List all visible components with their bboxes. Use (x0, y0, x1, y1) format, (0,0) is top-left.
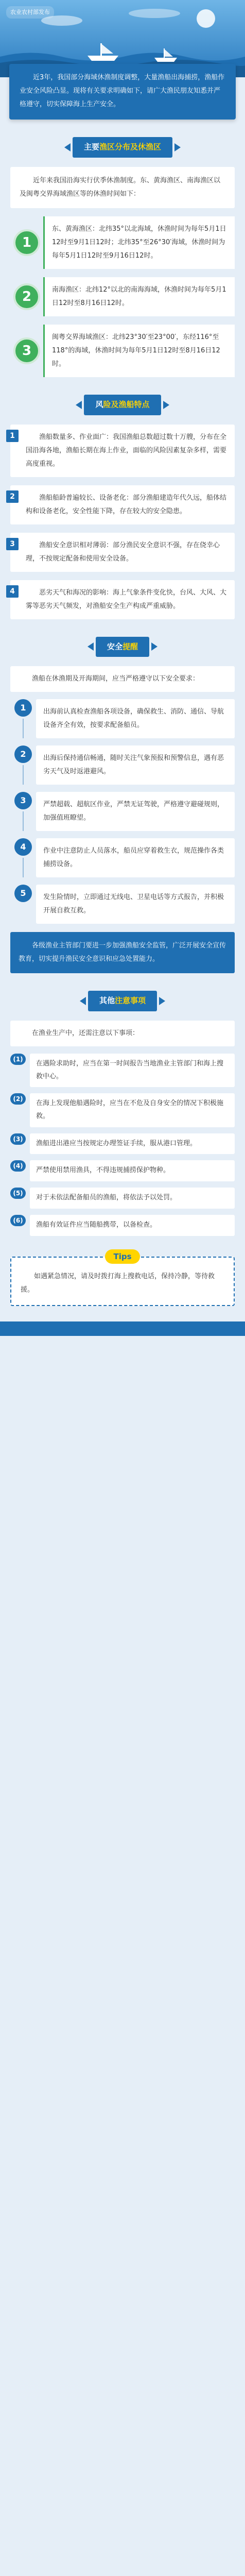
section-1-intro: 近年来我国沿海实行伏季休渔制度。东、黄海渔区、南海渔区以及闽粤交界海域渔区等的休渔时间如下： (10, 167, 235, 208)
list-item (10, 1215, 235, 1236)
section-title-highlight: 提醒 (122, 641, 138, 651)
list-text: 渔船进出港应当按规定办理签证手续，服从港口管理。 (30, 1133, 235, 1155)
safety-text: 严禁超载、超航区作业，严禁无证驾驶，严格遵守避碰规则，加强值班瞭望。 (36, 792, 235, 831)
intro-card (9, 64, 236, 120)
list-item (10, 1133, 235, 1155)
period-item (10, 325, 235, 377)
risk-text: 恶劣天气和海况的影响：海上气象条件变化快，台风、大风、大雾等恶劣天气频发，对渔船安全生产构成严重威胁。 (26, 588, 227, 610)
safety-number: 5 (14, 885, 32, 902)
safety-row (10, 699, 235, 738)
footer-bar (0, 1321, 245, 1336)
list-text: 严禁使用禁用渔具，不得违规捕捞保护物种。 (30, 1160, 235, 1181)
safety-row (10, 792, 235, 831)
risk-number: 2 (6, 490, 19, 503)
safety-row (10, 838, 235, 877)
list-index: (4) (10, 1160, 26, 1172)
list-text: 在海上发现他船遇险时，应当在不危及自身安全的情况下积极施救。 (30, 1093, 235, 1127)
risk-number: 4 (6, 585, 19, 598)
period-number: 3 (13, 337, 40, 364)
risk-text: 渔船船龄普遍较长、设备老化：部分渔船建造年代久远，船体结构和设备老化，安全性能下降，存在较大的安全隐患。 (26, 494, 227, 515)
list-text: 渔船有效证件应当随船携带，以备检查。 (30, 1215, 235, 1236)
section-title-1 (0, 137, 245, 158)
section-title-2 (0, 395, 245, 415)
other-list (10, 1054, 235, 1236)
period-number: 1 (13, 229, 40, 256)
safety-text: 出海后保持通信畅通，随时关注气象预报和预警信息，遇有恶劣天气及时返港避风。 (36, 745, 235, 785)
risk-text: 渔船安全意识相对薄弱：部分渔民安全意识不强，存在侥幸心理，不按规定配备和使用安全设备。 (26, 541, 220, 563)
safety-lead: 渔船在休渔期及开海期间，应当严格遵守以下安全要求： (10, 666, 235, 692)
tips-box (10, 1251, 235, 1306)
safety-text: 作业中注意防止人员落水，船员应穿着救生衣，规范操作各类捕捞设备。 (36, 838, 235, 877)
section-title-prefix: 其他 (99, 996, 115, 1006)
safety-row (10, 885, 235, 924)
safety-number: 2 (14, 745, 32, 763)
list-item (10, 1160, 235, 1181)
period-item (10, 277, 235, 316)
period-text: 闽粤交界海域渔区：北纬23°30′至23°00′，东经116°至118°的海域，休渔时间为每年5月1日12时至8月16日12时。 (43, 325, 235, 377)
tips-text: 如遇紧急情况，请及时拨打海上搜救电话，保持冷静，等待救援。 (10, 1257, 235, 1306)
section-title-prefix: 风 (95, 399, 103, 409)
safety-number: 1 (14, 699, 32, 717)
list-item (10, 1093, 235, 1127)
list-index: (1) (10, 1054, 26, 1065)
risk-text: 渔船数量多、作业面广：我国渔船总数超过数十万艘，分布在全国沿海各地，渔船长期在海上作业，面临的风险因素复杂多样，需要高度重视。 (26, 433, 227, 468)
list-text: 在遇险求助时，应当在第一时间报告当地渔业主管部门和海上搜救中心。 (30, 1054, 235, 1087)
period-item (10, 216, 235, 269)
section-title-highlight: 注意事项 (115, 996, 146, 1006)
risk-number: 1 (6, 430, 19, 442)
section-title-prefix: 主要 (83, 142, 99, 151)
list-index: (6) (10, 1215, 26, 1226)
risk-item (10, 425, 235, 477)
risk-item (10, 533, 235, 572)
list-text: 对于未依法配备船员的渔船，将依法予以处罚。 (30, 1188, 235, 1209)
section-title-prefix: 安全 (107, 641, 122, 651)
safety-text: 发生险情时，立即通过无线电、卫星电话等方式报告，并积极开展自救互救。 (36, 885, 235, 924)
section-title-highlight: 渔区分布及休渔区 (99, 142, 162, 151)
section-title-3 (0, 637, 245, 657)
safety-row (10, 745, 235, 785)
list-index: (5) (10, 1188, 26, 1199)
safety-number: 4 (14, 838, 32, 856)
safety-text: 出海前认真检查渔船各项设备，确保救生、消防、通信、导航设备齐全有效，按要求配备船员。 (36, 699, 235, 738)
section-title-highlight: 险及渔船特点 (103, 399, 150, 409)
list-index: (3) (10, 1133, 26, 1145)
tips-label: Tips (105, 1249, 140, 1264)
safety-note: 各级渔业主管部门要进一步加强渔船安全监管，广泛开展安全宣传教育，切实提升渔民安全意识和应急处置能力。 (10, 932, 235, 973)
period-text: 东、黄海渔区：北纬35°以北海域，休渔时间为每年5月1日12时至9月1日12时；北纬35°至26°30′海域，休渔时间为每年5月1日12时至9月16日12时。 (43, 216, 235, 269)
other-lead: 在渔业生产中，还需注意以下事项： (10, 1021, 235, 1046)
safety-number: 3 (14, 792, 32, 809)
risk-item (10, 485, 235, 524)
hero-badge: 农业农村部发布 (6, 6, 54, 19)
list-item (10, 1188, 235, 1209)
list-item (10, 1054, 235, 1087)
section-title-4 (0, 991, 245, 1011)
risk-item (10, 580, 235, 619)
period-number: 2 (13, 283, 40, 310)
list-index: (2) (10, 1093, 26, 1105)
period-text: 南海渔区：北纬12°以北的南海海域，休渔时间为每年5月1日12时至8月16日12时。 (43, 277, 235, 316)
intro-text: 近3年，我国部分海域休渔制度调整，大量渔船出海捕捞，渔船作业安全风险凸显。现将有关要求明确如下，请广大渔民朋友知悉并严格遵守，切实保障海上生产安全。 (20, 74, 225, 108)
risk-number: 3 (6, 538, 19, 550)
